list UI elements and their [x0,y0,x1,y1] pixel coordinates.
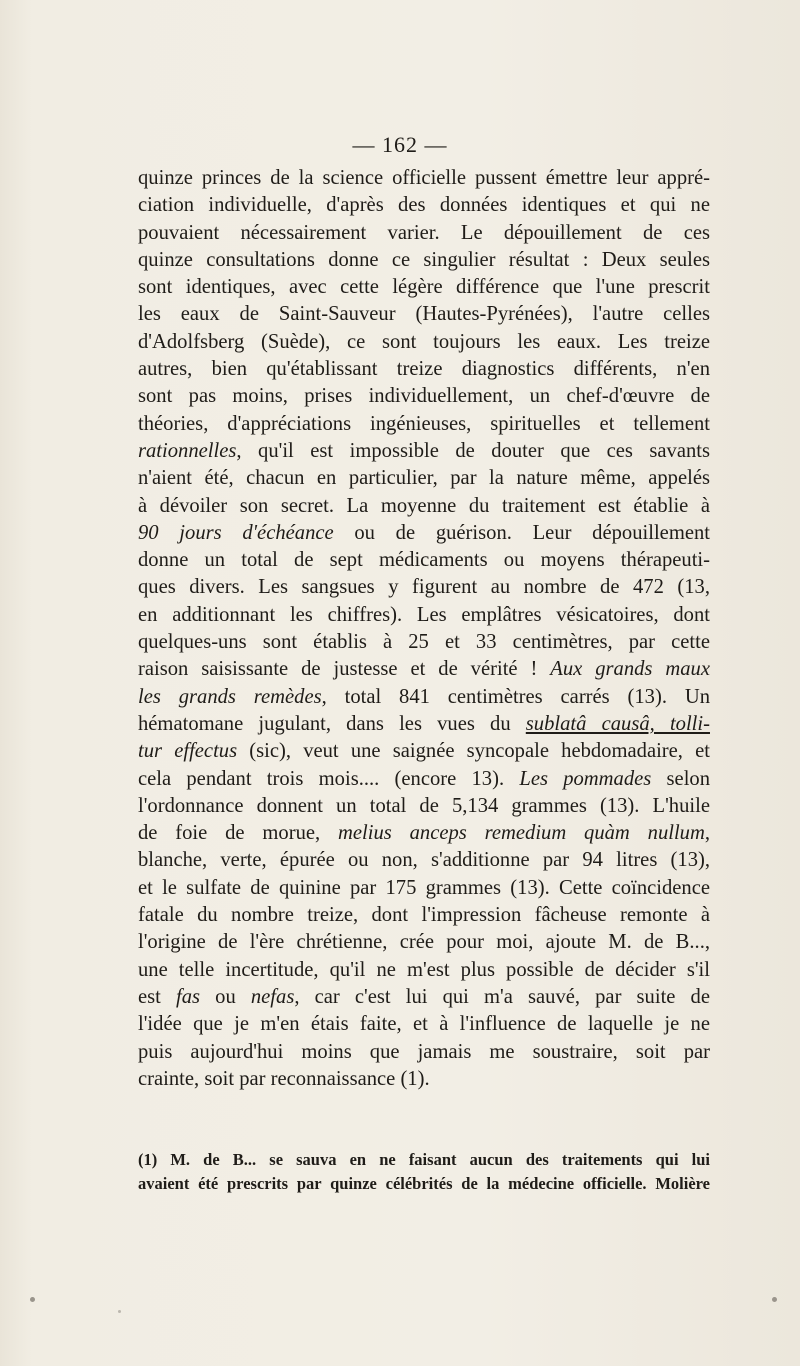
text-run: en additionnant les chiffres). Les emplâtres vésicatoires, dont [138,603,710,626]
text-line [138,793,710,820]
emphasis-text: rationnelles [138,439,237,462]
text-run: une telle incertitude, qu'il ne m'est plus possible de décider s'il [138,958,710,981]
text-run: l'idée que je m'en étais faite, et à l'influence de laquelle je ne [138,1013,710,1036]
text-run: hématomane jugulant, dans les vues du [138,712,526,735]
text-run: l'origine de l'ère chrétienne, crée pour moi, ajoute M. de B..., [138,931,710,954]
text-line [138,875,710,902]
emphasis-text: les grands remèdes [138,685,322,708]
text-line [138,984,710,1011]
text-run: l'ordonnance donnent un total de 5,134 grammes (13). L'huile [138,794,710,817]
text-run: autres, bien qu'établissant treize diagnostics différents, n'en [138,358,710,381]
text-line [138,411,710,438]
page-number: — 162 — [352,132,448,157]
text-line [138,520,710,547]
text-run: quinze consultations donne ce singulier résultat : Deux seules [138,248,710,271]
text-run: selon [651,767,711,790]
paper-speck [30,1297,35,1302]
text-run: donne un total de sept médicaments ou moyens thérapeuti- [138,549,710,572]
footnote-line: avaient été prescrits par quinze célébrités de la médecine officielle. Molière [138,1174,710,1193]
text-line [138,738,710,765]
text-run: ciation individuelle, d'après des données identiques et qui ne [138,194,710,217]
text-run: , qu'il est impossible de douter que ces savants [236,439,710,462]
text-run: ou [200,985,251,1008]
text-run: de foie de morue, [138,822,338,845]
text-line [138,1011,710,1038]
emphasis-text: 90 jours d'échéance [138,521,334,544]
text-run: n'aient été, chacun en particulier, par la nature même, appelés [138,467,710,490]
text-line [138,629,710,656]
text-line [138,684,710,711]
text-line [138,766,710,793]
text-line [138,547,710,574]
text-run: les eaux de Saint-Sauveur (Hautes-Pyrénées), l'autre celles [138,303,710,326]
emphasis-text: tur effectus [138,740,238,763]
emphasis-text: melius anceps remedium quàm nullum [338,822,705,845]
text-run: , [704,822,711,845]
text-line [138,165,710,192]
text-line [138,820,710,847]
text-line [138,356,710,383]
text-line [138,656,710,683]
text-line [138,383,710,410]
text-run: et le sulfate de quinine par 175 grammes (13). Cette coïncidence [138,876,710,899]
text-run: , car c'est lui qui m'a sauvé, par suite de [294,985,710,1008]
text-line [138,847,710,874]
text-run: d'Adolfsberg (Suède), ce sont toujours les eaux. Les treize [138,330,710,353]
text-run: pouvaient nécessairement varier. Le dépouillement de ces [138,221,710,244]
emphasis-text: Les pommades [519,767,652,790]
text-line [138,929,710,956]
text-run: sont pas moins, prises individuellement, un chef-d'œuvre de [138,385,710,408]
text-run: puis aujourd'hui moins que jamais me soustraire, soit par [138,1040,710,1063]
text-line [138,220,710,247]
text-line [138,574,710,601]
text-line [138,247,710,274]
text-line [138,711,710,738]
emphasis-text: sublatâ causâ, tolli- [525,712,710,735]
emphasis-text: fas [176,985,201,1008]
text-run: raison saisissante de justesse et de vérité ! [138,658,551,681]
text-run: crainte, soit par reconnaissance (1). [138,1067,430,1090]
text-line [138,493,710,520]
text-line [138,274,710,301]
paper-speck [118,1310,121,1313]
text-line [138,329,710,356]
text-line [138,465,710,492]
text-line [138,301,710,328]
text-line [138,1039,710,1066]
emphasis-text: nefas [250,985,295,1008]
text-line [138,602,710,629]
text-line [138,902,710,929]
text-run: quelques-uns sont établis à 25 et 33 centimètres, par cette [138,631,710,654]
emphasis-text: Aux grands maux [550,658,710,681]
paper-speck [772,1297,777,1302]
text-run: fatale du nombre treize, dont l'impression fâcheuse remonte à [138,904,710,927]
text-run: , total 841 centimètres carrés (13). Un [321,685,710,708]
text-run: est [138,985,176,1008]
footnote-line: (1) M. de B... se sauva en ne faisant aucun des traitements qui lui [138,1150,710,1169]
text-run: ques divers. Les sangsues y figurent au nombre de 472 (13, [138,576,710,599]
text-line [138,957,710,984]
text-run: ou de guérison. Leur dépouillement [333,521,710,544]
text-run: cela pendant trois mois.... (encore 13). [138,767,520,790]
text-line [138,192,710,219]
text-line [138,438,710,465]
text-run: théories, d'appréciations ingénieuses, spirituelles et tellement [138,412,710,435]
text-run: à dévoiler son secret. La moyenne du traitement est établie à [138,494,710,517]
text-run: sont identiques, avec cette légère différence que l'une prescrit [138,276,710,299]
footnote [138,1148,710,1196]
text-line [138,1066,710,1093]
text-run: (sic), veut une saignée syncopale hebdomadaire, et [237,740,710,763]
text-run: quinze princes de la science officielle pussent émettre leur appré- [138,167,710,189]
text-run: blanche, verte, épurée ou non, s'additionne par 94 litres (13), [138,849,710,872]
main-paragraph [138,165,710,1093]
